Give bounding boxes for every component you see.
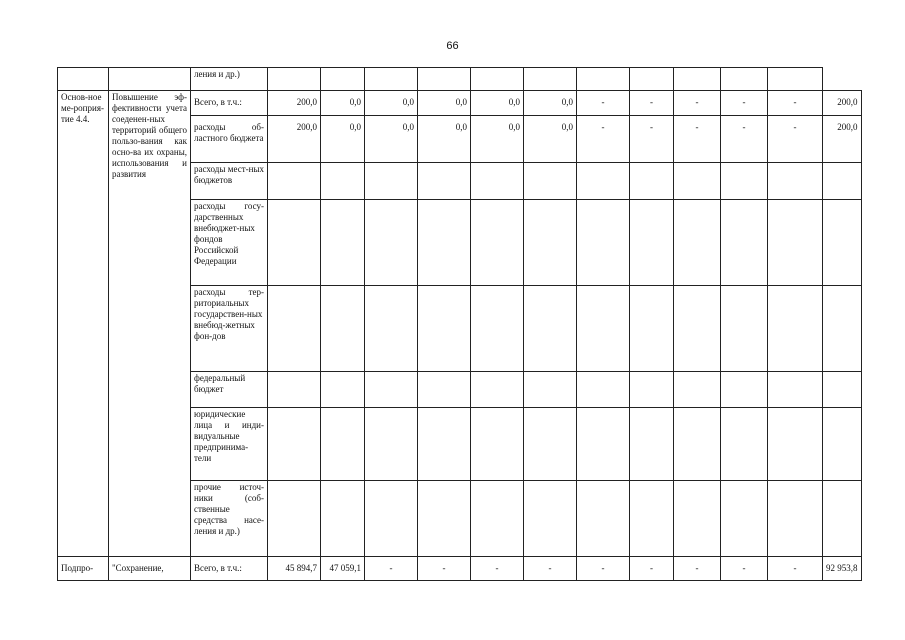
value-cell: 0,0 (524, 91, 577, 116)
budget-table (57, 67, 862, 581)
value-cell (577, 286, 630, 372)
funding-source-label: расходы госу-дарственных внебюджет-ных фондов Российской Федерации (191, 200, 268, 286)
value-cell (630, 286, 674, 372)
table-cell (268, 68, 321, 91)
value-cell (768, 163, 823, 200)
value-cell (268, 372, 321, 408)
value-cell: 0,0 (524, 116, 577, 163)
funding-source-label: юридические лица и инди-видуальные предпринима-тели (191, 408, 268, 481)
value-cell (577, 408, 630, 481)
value-cell (721, 372, 768, 408)
value-cell (365, 200, 418, 286)
value-cell (577, 163, 630, 200)
table-row (58, 91, 862, 116)
table-cell (58, 68, 109, 91)
value-cell (268, 408, 321, 481)
funding-source-label: расходы тер-риториальных государствен-ных внебюд-жетных фон-дов (191, 286, 268, 372)
value-cell (524, 163, 577, 200)
value-cell: 0,0 (471, 91, 524, 116)
value-cell (823, 163, 862, 200)
funding-source-label: расходы об-ластного бюджета (191, 116, 268, 163)
measure-code-cell: Основ-ное ме-роприя-тие 4.4. (58, 91, 109, 557)
value-cell (721, 286, 768, 372)
funding-source-label: федеральный бюджет (191, 372, 268, 408)
value-cell (674, 481, 721, 557)
table-cell (524, 68, 577, 91)
value-cell (321, 200, 365, 286)
value-cell (321, 408, 365, 481)
value-cell (418, 286, 471, 372)
value-cell (721, 408, 768, 481)
value-cell (471, 408, 524, 481)
table-cell (630, 68, 674, 91)
value-cell (768, 286, 823, 372)
value-cell (630, 163, 674, 200)
value-cell (471, 481, 524, 557)
value-cell (365, 163, 418, 200)
table-row-subprogram (58, 557, 862, 581)
continued-label: ления и др.) (191, 68, 268, 91)
value-cell (768, 200, 823, 286)
measure-title-cell: Повышение эф-фективности учета соеденен-ных территорий общего пользо-вания как осно-ва их охраны, использования и развития (109, 91, 191, 557)
funding-source-label: прочие источ-ники (соб-ственные средства насе-ления и др.) (191, 481, 268, 557)
value-cell (577, 372, 630, 408)
value-cell (823, 408, 862, 481)
value-cell (768, 481, 823, 557)
value-cell (418, 163, 471, 200)
value-cell (630, 408, 674, 481)
value-cell (365, 286, 418, 372)
value-cell (365, 481, 418, 557)
value-cell: 0,0 (365, 91, 418, 116)
value-cell (321, 372, 365, 408)
value-cell (524, 408, 577, 481)
value-cell: - (768, 116, 823, 163)
value-cell (823, 372, 862, 408)
value-cell (524, 372, 577, 408)
value-cell (268, 286, 321, 372)
value-cell: - (674, 91, 721, 116)
value-cell (674, 408, 721, 481)
value-cell: 0,0 (471, 116, 524, 163)
value-cell: 200,0 (268, 116, 321, 163)
value-cell (721, 163, 768, 200)
table-cell (577, 68, 630, 91)
value-cell (524, 286, 577, 372)
funding-source-label: Всего, в т.ч.: (191, 91, 268, 116)
value-cell (268, 481, 321, 557)
value-cell (268, 200, 321, 286)
value-cell (418, 372, 471, 408)
value-cell (674, 200, 721, 286)
value-cell: - (630, 557, 674, 581)
value-cell (365, 408, 418, 481)
value-cell (630, 200, 674, 286)
value-cell: - (524, 557, 577, 581)
value-cell (577, 481, 630, 557)
value-cell (768, 408, 823, 481)
value-cell (630, 372, 674, 408)
funding-source-label: Всего, в т.ч.: (191, 557, 268, 581)
value-cell: - (471, 557, 524, 581)
value-cell: - (577, 557, 630, 581)
value-cell: 47 059,1 (321, 557, 365, 581)
funding-source-label: расходы мест-ных бюджетов (191, 163, 268, 200)
value-cell: 0,0 (321, 116, 365, 163)
value-cell (577, 200, 630, 286)
value-cell (721, 200, 768, 286)
value-cell (823, 286, 862, 372)
table-cell (471, 68, 524, 91)
value-cell: - (418, 557, 471, 581)
value-cell: - (577, 91, 630, 116)
value-cell: 200,0 (823, 91, 862, 116)
value-cell (321, 163, 365, 200)
value-cell: - (630, 91, 674, 116)
table-cell (418, 68, 471, 91)
value-cell: 0,0 (365, 116, 418, 163)
value-cell (418, 408, 471, 481)
value-cell: - (674, 557, 721, 581)
value-cell: 0,0 (418, 91, 471, 116)
value-cell (721, 481, 768, 557)
value-cell: - (365, 557, 418, 581)
value-cell (674, 286, 721, 372)
value-cell: 0,0 (418, 116, 471, 163)
value-cell (823, 481, 862, 557)
value-cell (524, 200, 577, 286)
value-cell (418, 200, 471, 286)
value-cell (321, 286, 365, 372)
value-cell (268, 163, 321, 200)
value-cell (471, 163, 524, 200)
value-cell (418, 481, 471, 557)
value-cell: 92 953,8 (823, 557, 862, 581)
table-cell (768, 68, 823, 91)
value-cell: 0,0 (321, 91, 365, 116)
value-cell (321, 481, 365, 557)
value-cell (823, 200, 862, 286)
value-cell (768, 372, 823, 408)
value-cell (471, 372, 524, 408)
value-cell: - (721, 91, 768, 116)
table-cell (365, 68, 418, 91)
value-cell: - (768, 557, 823, 581)
table-cell (109, 68, 191, 91)
value-cell (674, 163, 721, 200)
value-cell: - (721, 557, 768, 581)
value-cell (524, 481, 577, 557)
subprogram-code-cell: Подпро- (58, 557, 109, 581)
value-cell: - (674, 116, 721, 163)
value-cell: 200,0 (823, 116, 862, 163)
table-cell (721, 68, 768, 91)
value-cell: 200,0 (268, 91, 321, 116)
value-cell: - (577, 116, 630, 163)
value-cell (365, 372, 418, 408)
table-cell (321, 68, 365, 91)
table-cell (674, 68, 721, 91)
value-cell (471, 200, 524, 286)
page-number: 66 (446, 40, 459, 52)
subprogram-title-cell: "Сохранение, (109, 557, 191, 581)
value-cell: - (768, 91, 823, 116)
value-cell (471, 286, 524, 372)
table-row-continued (58, 68, 862, 91)
value-cell: 45 894,7 (268, 557, 321, 581)
value-cell (674, 372, 721, 408)
value-cell: - (721, 116, 768, 163)
value-cell (630, 481, 674, 557)
value-cell: - (630, 116, 674, 163)
